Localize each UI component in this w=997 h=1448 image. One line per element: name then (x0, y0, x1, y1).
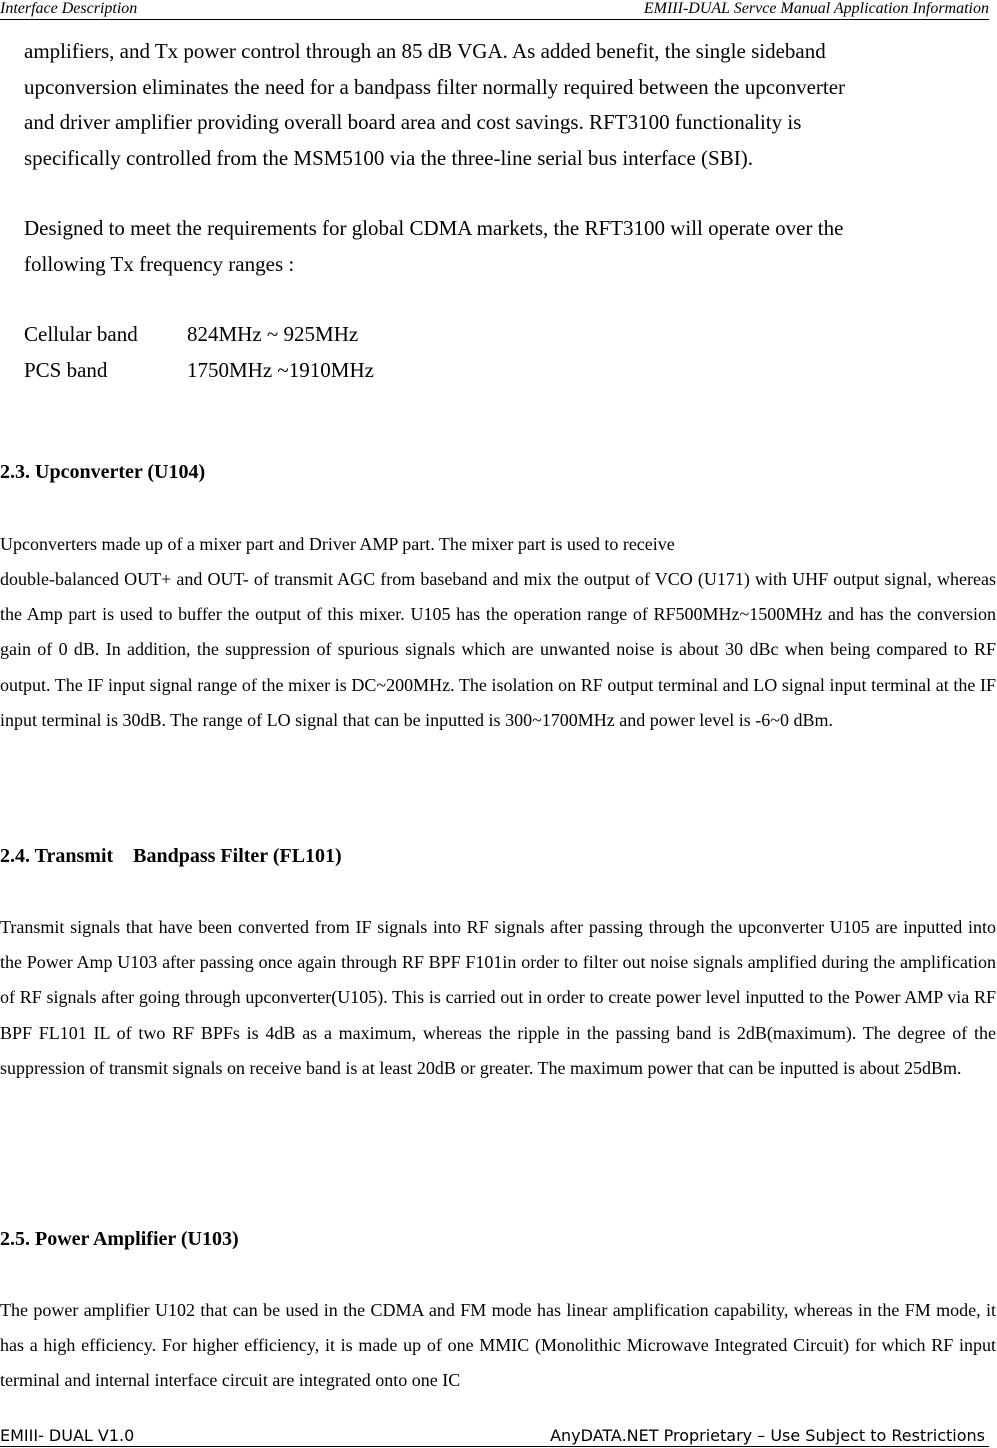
power-amplifier-description: The power amplifier U102 that can be used in the CDMA and FM mode has linear amplification capability, whereas in the FM mode, it has a high efficiency. For higher efficiency, it is made up of one MMIC (Monolithic Microwave Integrated Circuit) for which RF input terminal and internal interface circuit are integrated onto one IC (0, 1300, 996, 1391)
intro-paragraph-2 (24, 211, 984, 282)
band-range: 824MHz ~ 925MHz (187, 322, 359, 346)
intro-line: amplifiers, and Tx power control through an 85 dB VGA. As added benefit, the single sideband (24, 39, 826, 63)
intro-line: Designed to meet the requirements for global CDMA markets, the RFT3100 will operate over the (24, 216, 844, 240)
upconverter-description: double-balanced OUT+ and OUT- of transmit AGC from baseband and mix the output of VCO (U171) with UHF output signal, whereas the Amp part is used to buffer the output of this mixer. U105 has the operation range of RF500MHz~1500MHz and has the conversion gain of 0 dB. In addition, the suppression of spurious signals which are unwanted noise is about 30 dBc when being compared to RF output. The IF input signal range of the mixer is DC~200MHz. The isolation on RF output terminal and LO signal input terminal at the IF input terminal is 30dB. The range of LO signal that can be inputted is 300~1700MHz and power level is -6~0 dBm. (0, 569, 996, 730)
header-manual-title: EMIII-DUAL Servce Manual Application Information (643, 0, 989, 17)
intro-line: specifically controlled from the MSM5100 via the three-line serial bus interface (SBI). (24, 145, 753, 170)
section-title-bandpass-filter: 2.4. Transmit Bandpass Filter (FL101) (0, 845, 342, 867)
footer-proprietary-notice: AnyDATA.NET Proprietary – Use Subject to Restrictions (550, 1426, 985, 1445)
page-footer (0, 1425, 989, 1447)
upconverter-first-line: Upconverters made up of a mixer part and Driver AMP part. The mixer part is used to receive (0, 534, 675, 554)
bandpass-filter-description: Transmit signals that have been converted from IF signals into RF signals after passing through the upconverter U105 are inputted into the Power Amp U103 after passing once again through RF BPF F101in order to filter out noise signals amplified during the amplification of RF signals after going through upconverter(U105). This is carried out in order to create power level inputted to the Power AMP via RF BPF FL101 IL of two RF BPFs is 4dB as a maximum, whereas the ripple in the passing band is 2dB(maximum). The degree of the suppression of transmit signals on receive band is at least 20dB or greater. The maximum power that can be inputted is about 25dBm. (0, 917, 996, 1078)
frequency-band-list (24, 317, 374, 388)
header-document-title: Interface Description (0, 0, 138, 17)
page-header (0, 0, 989, 20)
band-row (24, 353, 374, 389)
section-title-power-amplifier: 2.5. Power Amplifier (U103) (0, 1228, 239, 1250)
band-row (24, 317, 374, 353)
section-title-upconverter: 2.3. Upconverter (U104) (0, 461, 206, 483)
band-name: Cellular band (24, 322, 138, 346)
intro-line: and driver amplifier providing overall board area and cost savings. RFT3100 functionality is (24, 110, 802, 134)
intro-paragraph-1 (24, 34, 984, 176)
band-range: 1750MHz ~1910MHz (187, 357, 374, 382)
intro-line: upconversion eliminates the need for a bandpass filter normally required between the upconverter (24, 74, 846, 99)
band-name: PCS band (24, 357, 108, 382)
footer-version: EMIII- DUAL V1.0 (0, 1426, 135, 1445)
intro-line: following Tx frequency ranges : (24, 251, 295, 276)
